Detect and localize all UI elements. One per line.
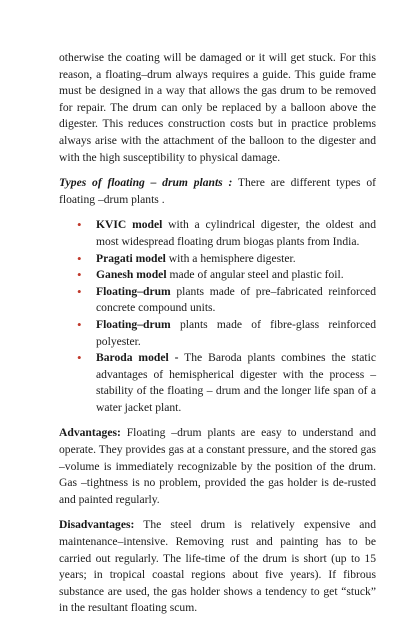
model-desc: made of angular steel and plastic foil. xyxy=(166,268,344,282)
model-desc: plants made of pre–fabricated reinforced concrete compound units. xyxy=(96,284,376,315)
types-heading: Types of floating – drum plants : xyxy=(59,176,233,190)
list-item xyxy=(96,350,376,416)
advantages-text: Floating –drum plants are easy to understand and operate. They provides gas at a constant pressure, and the stored gas –volume is immediately recognizable by the position of the drum. Gas –tightness is no problem, provided the gas holder is de-rusted and painted regularly. xyxy=(59,426,376,506)
advantages-paragraph xyxy=(59,425,376,508)
model-term: Pragati model xyxy=(96,251,166,265)
types-text: There are different types of floating –drum plants . xyxy=(59,176,376,206)
model-desc: with a cylindrical digester, the oldest and most widespread floating drum biogas plants from India. xyxy=(96,218,376,248)
model-desc: plants made of fibre-glass reinforced polyester. xyxy=(96,317,376,348)
model-term: Floating–drum xyxy=(96,317,171,331)
disadvantages-text: The steel drum is relatively expensive and maintenance–intensive. Removing rust and painting has to be carried out regularly. The life-time of the drum is short (up to 15 years; in tropical coastal regions about five years). If fibrous substance are used, the gas holder shows a tendency to get “stuck” in the resultant floating scum. xyxy=(59,518,376,615)
disadvantages-heading: Disadvantages: xyxy=(59,518,135,532)
disadvantages-paragraph xyxy=(59,517,376,617)
list-item xyxy=(96,251,376,268)
model-term: Floating–drum xyxy=(96,284,171,298)
intro-paragraph: otherwise the coating will be damaged or it will get stuck. For this reason, a floating–drum always requires a guide. This guide frame must be designed in a way that allows the gas drum to be removed for repair. The drum can only be replaced by a balloon above the digester. This reduces construction costs but in practice problems always arise with the attachment of the balloon to the digester and with the high susceptibility to physical damage. xyxy=(59,51,376,164)
model-list xyxy=(59,217,376,416)
model-term: Ganesh model xyxy=(96,268,167,282)
model-desc: with a hemisphere digester. xyxy=(165,251,296,265)
list-item xyxy=(96,284,376,317)
model-desc: The Baroda plants combines the static advantages of hemispherical digester with the process –stability of the floating – drum and the longer life span of a water jacket plant. xyxy=(96,351,376,414)
model-term: KVIC model xyxy=(96,218,163,232)
list-item xyxy=(96,217,376,250)
types-paragraph xyxy=(59,175,376,208)
list-item xyxy=(96,267,376,284)
model-term: Baroda model - xyxy=(96,351,179,365)
list-item xyxy=(96,317,376,350)
advantages-heading: Advantages: xyxy=(59,426,121,440)
